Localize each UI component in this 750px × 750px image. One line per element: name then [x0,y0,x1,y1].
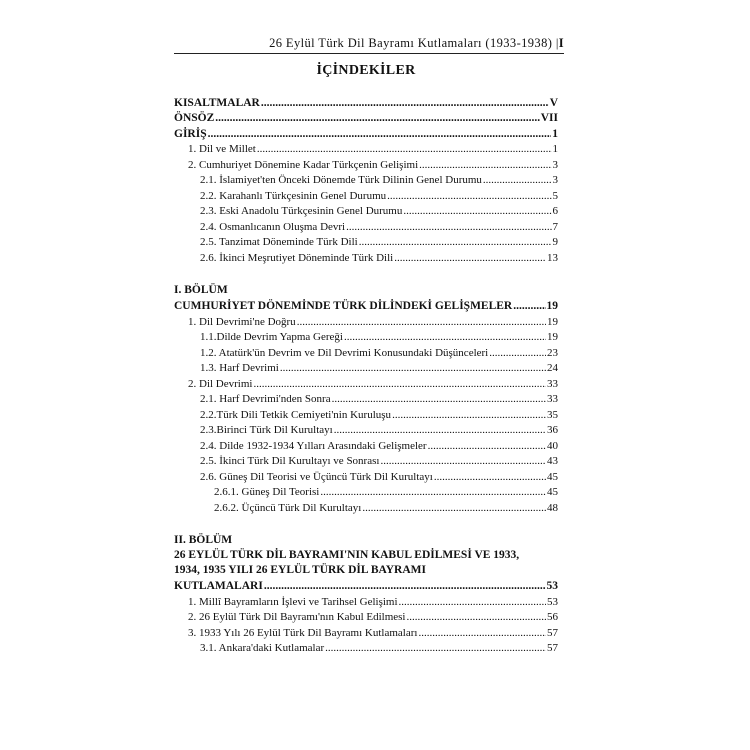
toc-entry[interactable] [174,453,558,469]
toc-entry-page: 9 [552,236,558,248]
toc-entry-title: 2.6. Güneş Dil Teorisi ve Üçüncü Türk Dil Kurultayı [200,470,433,483]
toc-entry-title: 1. Dil ve Millet [188,143,256,155]
toc-entry[interactable] [174,249,558,265]
toc-entry[interactable] [174,593,558,609]
toc-entry-title: 1.2. Atatürk'ün Devrim ve Dil Devrimi Konusundaki Düşünceleri [200,346,489,359]
toc-entry[interactable] [174,203,558,219]
leader-dots [513,300,545,313]
toc-entry-page: 40 [547,439,558,452]
leader-dots [261,97,549,110]
toc-entry-title: 2.2.Türk Dili Tetkik Cemiyeti'nin Kuruluşu [200,408,392,421]
toc-entry-page: 45 [547,470,558,483]
running-header [174,36,564,54]
leader-dots [215,112,539,125]
toc-entry[interactable] [174,375,558,391]
toc-entry[interactable] [174,156,558,172]
toc-entry-title: KUTLAMALARI [174,580,263,592]
toc-entry-page: 53 [547,595,558,608]
toc-entry-part2[interactable] [174,578,558,594]
toc-entry[interactable] [174,187,558,203]
leader-dots [394,252,546,265]
toc-entry-page: 6 [552,205,558,217]
leader-dots [362,502,546,515]
part1-label: I. BÖLÜM [174,283,228,296]
toc-entry[interactable] [174,172,558,188]
leader-dots [334,424,546,437]
leader-dots [257,143,552,156]
toc-entry[interactable] [174,329,558,345]
toc-entry-title: 2.2. Karahanlı Türkçesinin Genel Durumu [200,189,387,202]
toc-entry-page: 3 [552,158,558,171]
leader-dots [280,362,546,375]
toc-entry-title: 1. Dil Devrimi'ne Doğru [188,315,296,328]
toc-entry-kisaltmalar[interactable] [174,94,558,110]
part2-title-line1: 26 EYLÜL TÜRK DİL BAYRAMI'NIN KABUL EDİLMESİ VE 1933, [174,548,520,561]
section-spacer [174,265,558,283]
leader-dots [483,174,552,187]
toc-entry-title: 2.6. İkinci Meşrutiyet Döneminde Türk Dili [200,251,394,264]
toc-entry-title: 2. Cumhuriyet Dönemine Kadar Türkçenin Gelişimi [188,158,419,171]
toc-entry-title: 2.1. Harf Devrimi'nden Sonra [200,393,331,405]
toc-entry-title: 2.6.1. Güneş Dil Teorisi [214,486,320,498]
toc-entry-page: 3 [552,174,558,186]
section-spacer [174,515,558,533]
toc-entry-page: 56 [547,611,558,623]
toc-entry-page: 48 [547,501,558,514]
page-number: I [558,36,564,50]
toc-entry-page: 5 [552,189,558,202]
table-of-contents [174,94,558,655]
leader-dots [418,627,546,640]
toc-entry[interactable] [174,360,558,376]
leader-dots [359,236,552,249]
toc-entry-page: 24 [547,362,558,374]
toc-entry-title: 2. 26 Eylül Türk Dil Bayramı'nın Kabul Edilmesi [188,611,406,623]
toc-entry[interactable] [174,437,558,453]
toc-entry-title: 3.1. Ankara'daki Kutlamalar [200,642,325,654]
toc-entry-title: 2. Dil Devrimi [188,377,253,390]
toc-entry-page: 53 [546,580,558,592]
toc-entry-title: 2.6.2. Üçüncü Türk Dil Kurultayı [214,501,362,514]
leader-dots [320,486,546,499]
leader-dots [253,378,546,391]
leader-dots [387,190,551,203]
toc-entry-title: 3. 1933 Yılı 26 Eylül Türk Dil Bayramı Kutlamaları [188,626,418,639]
leader-dots [434,471,546,484]
leader-dots [419,159,551,172]
toc-entry[interactable] [174,141,558,157]
toc-entry[interactable] [174,313,558,329]
page-title: İÇİNDEKİLER [316,63,416,78]
toc-entry-page: 19 [546,300,558,312]
toc-entry-page: 35 [547,408,558,421]
toc-entry[interactable] [174,624,558,640]
leader-dots [332,393,546,406]
leader-dots [403,205,551,218]
toc-entry-page: 19 [547,331,558,343]
toc-entry[interactable] [174,234,558,250]
toc-entry-title: 2.1. İslamiyet'ten Önceki Dönemde Türk Dilinin Genel Durumu [200,174,482,186]
toc-entry-title: CUMHURİYET DÖNEMİNDE TÜRK DİLİNDEKİ GELİŞMELER [174,300,513,312]
toc-entry-page: 33 [547,393,558,405]
toc-entry-onsoz[interactable] [174,110,558,126]
toc-entry-title: 2.5. Tanzimat Döneminde Türk Dili [200,236,358,248]
toc-entry-page: 13 [547,251,558,264]
toc-entry[interactable] [174,484,558,500]
toc-entry-title: 1. Millî Bayramların İşlevi ve Tarihsel Gelişimi [188,595,398,608]
leader-dots [399,596,546,609]
toc-entry-title: 1.1.Dilde Devrim Yapma Gereği [200,331,343,343]
toc-entry-page: 23 [547,346,558,359]
leader-dots [264,580,546,593]
leader-dots [428,440,546,453]
toc-entry-title: 2.4. Dilde 1932-1934 Yılları Arasındaki Gelişmeler [200,439,427,452]
leader-dots [346,221,551,234]
toc-entry[interactable] [174,640,558,656]
leader-dots [208,128,552,141]
toc-entry-title: 1.3. Harf Devrimi [200,362,279,374]
toc-entry-page: 1 [552,143,558,155]
toc-entry-page: 1 [552,127,558,140]
leader-dots [380,455,546,468]
toc-entry[interactable] [174,218,558,234]
toc-entry-page: 33 [547,377,558,390]
toc-entry-title: KISALTMALAR [174,96,260,109]
toc-entry-title: 2.3. Eski Anadolu Türkçesinin Genel Durumu [200,205,403,217]
toc-entry[interactable] [174,609,558,625]
toc-entry-title: 2.5. İkinci Türk Dil Kurultayı ve Sonrası [200,455,380,467]
toc-entry-page: 19 [547,315,558,328]
toc-entry[interactable] [174,499,558,515]
toc-entry-page: 43 [547,455,558,467]
toc-entry-title: ÖNSÖZ [174,112,215,124]
toc-entry[interactable] [174,391,558,407]
leader-dots [344,331,546,344]
toc-entry-title: 2.4. Osmanlıcanın Oluşma Devri [200,220,346,233]
part2-title-line2: 1934, 1935 YILI 26 EYLÜL TÜRK DİL BAYRAMI [174,563,426,576]
toc-entry-page: 57 [547,626,558,639]
leader-dots [325,642,546,655]
part2-label: II. BÖLÜM [174,533,233,546]
toc-entry-page: 57 [547,642,558,654]
toc-entry-page: VII [540,112,558,124]
toc-entry-page: 7 [552,220,558,233]
toc-entry-page: 45 [547,486,558,498]
toc-entry-giris[interactable] [174,125,558,141]
toc-entry-title: GİRİŞ [174,127,207,140]
toc-entry[interactable] [174,406,558,422]
toc-entry-page: 36 [547,424,558,436]
toc-entry-page: V [549,96,558,109]
leader-dots [489,347,546,360]
toc-entry-title: 2.3.Birinci Türk Dil Kurultayı [200,424,333,436]
toc-entry[interactable] [174,468,558,484]
toc-entry-part1[interactable] [174,298,558,314]
leader-dots [406,611,546,624]
toc-entry[interactable] [174,422,558,438]
leader-dots [392,409,546,422]
running-title: 26 Eylül Türk Dil Bayramı Kutlamaları (1933-1938) | [269,36,559,50]
toc-entry[interactable] [174,344,558,360]
leader-dots [297,316,546,329]
